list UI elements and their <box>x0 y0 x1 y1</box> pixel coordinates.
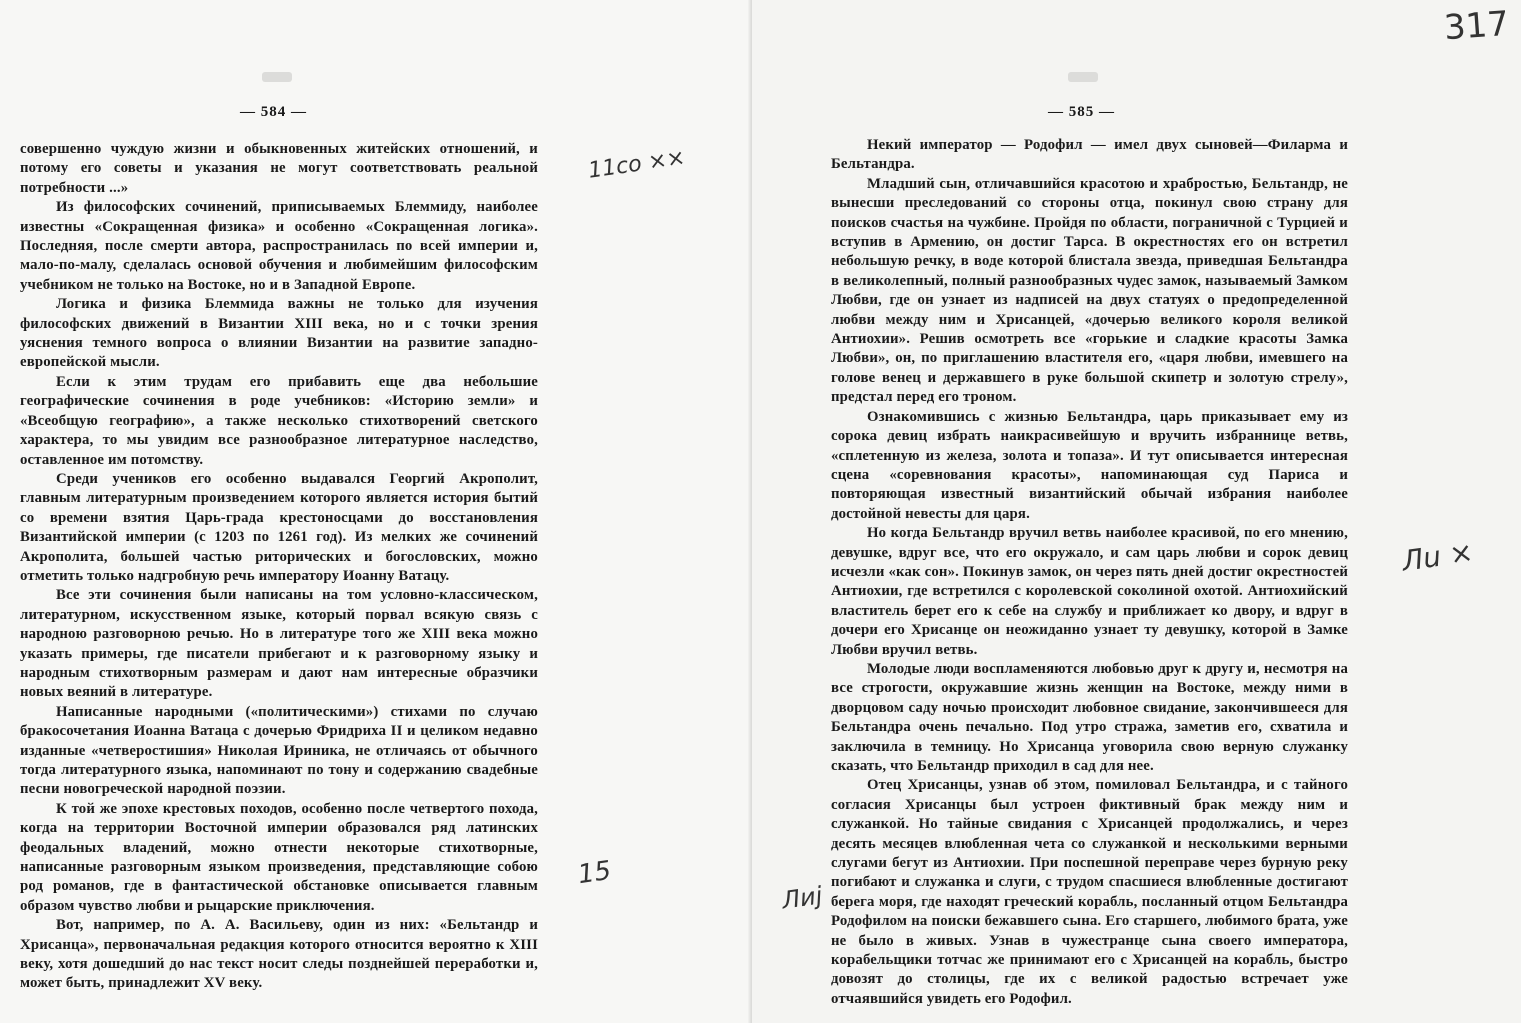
right-page-number: — 585 — <box>1048 104 1115 120</box>
paragraph: Написанные народными («политическими») стихами по случаю бракосочетания Иоанна Ватаца с дочерью Фридриха II и целиком недавно изданные «четверостишия» Николая Ириника, не отличаясь от обычного тогда литературного языка, напоминают по тону и содержанию свадебные песни новогреческой народной поэзии. <box>20 703 538 798</box>
paragraph: Вот, например, по А. А. Васильеву, один из них: «Бельтандр и Хрисанца», первоначальная редакция которого относится вероятно к XIII веку, хотя дошедший до нас текст носит следы позднейшей переработки и, может быть, принадлежит XV веку. <box>20 917 538 992</box>
bleed-through-mark <box>1068 72 1098 82</box>
paragraph: Среди учеников его особенно выдавался Георгий Акрополит, главным литературным произведением которого является история бытий со времени взятия Царь-града крестоносцами до восстановления Византийской империи (с 1203 по 1261 год). Из мелких же сочинений Акрополита, большей частью риторических и богословских, можно отметить только надгробную речь императору Иоанну Ватацу. <box>20 470 538 584</box>
paragraph: Логика и физика Блеммида важны не только для изучения философских движений в Византии XIII века, но и с точки зрения уяснения темного вопроса о влиянии Византии на развитие западно-европейской мысли. <box>20 296 538 371</box>
paragraph: К той же эпохе крестовых походов, особенно после четвертого похода, когда на территории Восточной империи образовался ряд латинских феодальных владений, можно отнести некоторые стихотворные, написанные разговорным языком произведения, представляющие собою род романов, где в фантастической обстановке описывается главным образом чувство любви и рыцарские приключения. <box>20 800 538 914</box>
right-page <box>752 0 1521 1023</box>
paragraph: совершенно чуждую жизни и обыкновенных житейских отношений, и потому его советы и указания не могут соответствовать реальной потребности ...» <box>20 141 538 196</box>
margin-note: 11со ×× <box>586 145 687 184</box>
paragraph: Все эти сочинения были написаны на том условно-классическом, литературном, искусственном языке, который порвал всякую связь с народною разговорною речью. Но в литературе того же XIII века можно указать примеры, где писатели прибегают и к разговорному языку и народным стихотворным размерам и дают нам интересные образчики новых веяний в литературе. <box>20 587 539 701</box>
corner-handwritten-number: 317 <box>1442 3 1511 49</box>
paragraph: Если к этим трудам его прибавить еще два небольшие географические сочинения в роде учебников: «Историю земли» и «Всеобщую географию», а также несколько стихотворений светского характера, то мы увидим все разнообразное литературное наследство, оставленное им потомству. <box>20 373 538 468</box>
paragraph: Младший сын, отличавшийся красотою и храбростью, Бельтандр, не вынесши преследований со стороны отца, покинул свою страну для поисков счастья на чужбине. Пройдя по области, пограничной с Турцией и вступив в Армению, он достиг Тарса. В окрестностях его он встретил небольшую речку, в воде которой блистала звезда, приведшая Бельтандра в великолепный, полный разнообразных чудес замок, называемый Замком Любви, где он узнает из надписей на двух статуях о предопределенной любви между ним и Хрисанцей, «дочерью великого короля великой Антиохии». Решив осмотреть все «горькие и сладкие красоты Замка Любви», он, по приглашению властителя его, «царя любви, имевшего на голове венец и державшего в руке большой скипетр и золотую стрелу», предстал перед его троном. <box>831 175 1348 406</box>
margin-note: 15 <box>576 855 614 891</box>
paragraph: Молодые люди воспламеняются любовью друг к другу и, несмотря на все строгости, окружавшие жизнь женщин на Востоке, между ними в дворцовом саду ночью происходит любовное свидание, закончившееся для Бельтандра очень печально. Под утро стража, заметив его, схватила и заключила в темницу. Но Хрисанца уговорила свою верную служанку сказать, что Бельтандр приходил в сад для нее. <box>831 660 1348 774</box>
left-page-body <box>20 140 538 994</box>
paragraph: Отец Хрисанцы, узнав об этом, помиловал Бельтандра, и с тайного согласия Хрисанцы был устроен фиктивный брак между ним и служанкой. Но тайные свидания с Хрисанцей продолжались, и через десять месяцев влюбленная чета со служанкой и несколькими верными слугами бегут из Антиохии. При поспешной переправе через бурную реку погибают и служанка и слуги, с трудом спасшиеся влюбленные достигают берега моря, где находят греческий корабль, посланный отцом Бельтандра Родофилом на поиски бежавшего сына. Его старшего, любимого брата, уже не было в живых. Узнав в чужестранце сына своего императора, корабельщики тотчас же принимают его с Хрисанцей на корабль, быстро довозят до столицы, где их с великой радостью встречает уже отчаявшийся увидеть его Родофил. <box>831 777 1348 1007</box>
right-page-body <box>831 136 1348 1009</box>
margin-note: Лиj <box>780 881 825 915</box>
paragraph: Ознакомившись с жизнью Бельтандра, царь приказывает ему из сорока девиц избрать наикрасивейшую и вручить избраннице ветвь, «сплетенную из железа, золота и топаза». И тут описывается интересная сцена «соревнования красоты», напоминающая суд Париса и повторяющая известный византийский обычай избрания наиболее достойной невесты для царя. <box>831 408 1348 522</box>
paragraph: Из философских сочинений, приписываемых Блеммиду, наиболее известны «Сокращенная физика» и особенно «Сокращенная логика». Последняя, после смерти автора, распространилась по всей империи и, мало-по-малу, сделалась основой обучения и любимейшим философским учебником не только на Востоке, но и в Западной Европе. <box>20 199 538 293</box>
margin-note: Лu × <box>1400 535 1476 578</box>
bleed-through-mark <box>262 72 292 82</box>
paragraph: Но когда Бельтандр вручил ветвь наиболее красивой, по его мнению, девушке, вдруг все, что его окружало, и сам царь любви и сорок девиц исчезли «как сон». Покинув замок, он через пять дней достиг окрестностей Антиохии, где встретился с королевской соколиной охотой. Антиохийский властитель берет его к себе на службу и приближает ко двору, и вдруг в дочери его Хрисанце он неожиданно узнает ту девушку, которой в Замке Любви вручил ветвь. <box>831 525 1348 658</box>
left-page-number: — 584 — <box>240 104 307 120</box>
paragraph: Некий император — Родофил — имел двух сыновей—Филарма и Бельтандра. <box>831 137 1348 173</box>
left-page <box>0 0 752 1023</box>
